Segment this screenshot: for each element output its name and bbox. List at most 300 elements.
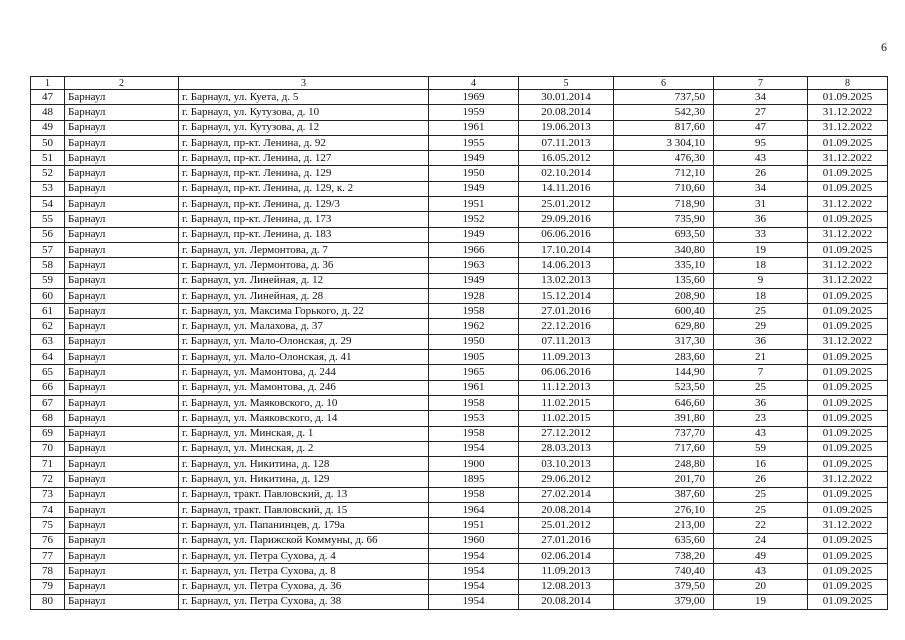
city-cell: Барнаул <box>65 380 179 395</box>
date-cell: 14.06.2013 <box>519 258 614 273</box>
city-cell: Барнаул <box>65 350 179 365</box>
city-cell: Барнаул <box>65 197 179 212</box>
deadline-cell: 01.09.2025 <box>808 487 888 502</box>
table-row <box>31 319 888 334</box>
table-row <box>31 242 888 257</box>
address-cell: г. Барнаул, ул. Мало-Олонская, д. 41 <box>179 350 429 365</box>
table-row <box>31 487 888 502</box>
count-cell: 9 <box>714 273 808 288</box>
year-built-cell: 1969 <box>429 90 519 105</box>
table-row <box>31 441 888 456</box>
row-number-cell: 63 <box>31 334 65 349</box>
area-cell: 600,40 <box>614 304 714 319</box>
row-number-cell: 51 <box>31 151 65 166</box>
count-cell: 36 <box>714 212 808 227</box>
table-row <box>31 457 888 472</box>
count-cell: 31 <box>714 197 808 212</box>
area-cell: 379,00 <box>614 594 714 609</box>
deadline-cell: 31.12.2022 <box>808 472 888 487</box>
city-cell: Барнаул <box>65 518 179 533</box>
area-cell: 248,80 <box>614 457 714 472</box>
date-cell: 12.08.2013 <box>519 579 614 594</box>
table-row <box>31 105 888 120</box>
year-built-cell: 1965 <box>429 365 519 380</box>
city-cell: Барнаул <box>65 288 179 303</box>
deadline-cell: 01.09.2025 <box>808 288 888 303</box>
date-cell: 11.12.2013 <box>519 380 614 395</box>
count-cell: 36 <box>714 334 808 349</box>
row-number-cell: 53 <box>31 181 65 196</box>
city-cell: Барнаул <box>65 181 179 196</box>
deadline-cell: 31.12.2022 <box>808 197 888 212</box>
table-row <box>31 334 888 349</box>
date-cell: 11.02.2015 <box>519 395 614 410</box>
row-number-cell: 67 <box>31 395 65 410</box>
table-row <box>31 288 888 303</box>
area-cell: 201,70 <box>614 472 714 487</box>
table-row <box>31 365 888 380</box>
address-cell: г. Барнаул, ул. Лермонтова, д. 36 <box>179 258 429 273</box>
address-cell: г. Барнаул, пр-кт. Ленина, д. 92 <box>179 135 429 150</box>
table-row <box>31 151 888 166</box>
area-cell: 335,10 <box>614 258 714 273</box>
city-cell: Барнаул <box>65 120 179 135</box>
city-cell: Барнаул <box>65 105 179 120</box>
date-cell: 20.08.2014 <box>519 594 614 609</box>
row-number-cell: 61 <box>31 304 65 319</box>
date-cell: 27.02.2014 <box>519 487 614 502</box>
date-cell: 07.11.2013 <box>519 135 614 150</box>
count-cell: 43 <box>714 151 808 166</box>
deadline-cell: 01.09.2025 <box>808 441 888 456</box>
city-cell: Барнаул <box>65 503 179 518</box>
count-cell: 21 <box>714 350 808 365</box>
row-number-cell: 59 <box>31 273 65 288</box>
deadline-cell: 01.09.2025 <box>808 426 888 441</box>
area-cell: 208,90 <box>614 288 714 303</box>
row-number-cell: 66 <box>31 380 65 395</box>
year-built-cell: 1949 <box>429 273 519 288</box>
deadline-cell: 01.09.2025 <box>808 533 888 548</box>
count-cell: 43 <box>714 426 808 441</box>
housing-registry-table <box>30 76 888 610</box>
area-cell: 317,30 <box>614 334 714 349</box>
address-cell: г. Барнаул, тракт. Павловский, д. 13 <box>179 487 429 502</box>
row-number-cell: 55 <box>31 212 65 227</box>
date-cell: 15.12.2014 <box>519 288 614 303</box>
area-cell: 718,90 <box>614 197 714 212</box>
count-cell: 34 <box>714 90 808 105</box>
table-row <box>31 564 888 579</box>
row-number-cell: 54 <box>31 197 65 212</box>
row-number-cell: 48 <box>31 105 65 120</box>
deadline-cell: 01.09.2025 <box>808 380 888 395</box>
area-cell: 737,50 <box>614 90 714 105</box>
year-built-cell: 1954 <box>429 548 519 563</box>
column-header: 5 <box>519 77 614 90</box>
area-cell: 717,60 <box>614 441 714 456</box>
city-cell: Барнаул <box>65 242 179 257</box>
row-number-cell: 65 <box>31 365 65 380</box>
row-number-cell: 72 <box>31 472 65 487</box>
year-built-cell: 1960 <box>429 533 519 548</box>
date-cell: 27.01.2016 <box>519 533 614 548</box>
count-cell: 7 <box>714 365 808 380</box>
area-cell: 3 304,10 <box>614 135 714 150</box>
area-cell: 542,30 <box>614 105 714 120</box>
city-cell: Барнаул <box>65 487 179 502</box>
table-row <box>31 350 888 365</box>
column-header: 7 <box>714 77 808 90</box>
row-number-cell: 58 <box>31 258 65 273</box>
count-cell: 47 <box>714 120 808 135</box>
count-cell: 33 <box>714 227 808 242</box>
row-number-cell: 69 <box>31 426 65 441</box>
table-row <box>31 411 888 426</box>
area-cell: 712,10 <box>614 166 714 181</box>
deadline-cell: 01.09.2025 <box>808 411 888 426</box>
year-built-cell: 1954 <box>429 594 519 609</box>
date-cell: 02.10.2014 <box>519 166 614 181</box>
deadline-cell: 01.09.2025 <box>808 319 888 334</box>
deadline-cell: 01.09.2025 <box>808 304 888 319</box>
table-row <box>31 212 888 227</box>
year-built-cell: 1949 <box>429 227 519 242</box>
date-cell: 20.08.2014 <box>519 105 614 120</box>
year-built-cell: 1954 <box>429 441 519 456</box>
address-cell: г. Барнаул, ул. Кутузова, д. 10 <box>179 105 429 120</box>
address-cell: г. Барнаул, ул. Маяковского, д. 10 <box>179 395 429 410</box>
table-row <box>31 579 888 594</box>
address-cell: г. Барнаул, ул. Никитина, д. 128 <box>179 457 429 472</box>
date-cell: 29.09.2016 <box>519 212 614 227</box>
count-cell: 36 <box>714 395 808 410</box>
date-cell: 11.09.2013 <box>519 350 614 365</box>
row-number-cell: 49 <box>31 120 65 135</box>
year-built-cell: 1951 <box>429 197 519 212</box>
column-header: 3 <box>179 77 429 90</box>
table-row <box>31 90 888 105</box>
date-cell: 22.12.2016 <box>519 319 614 334</box>
city-cell: Барнаул <box>65 258 179 273</box>
row-number-cell: 50 <box>31 135 65 150</box>
city-cell: Барнаул <box>65 334 179 349</box>
deadline-cell: 31.12.2022 <box>808 120 888 135</box>
city-cell: Барнаул <box>65 304 179 319</box>
address-cell: г. Барнаул, ул. Папанинцев, д. 179а <box>179 518 429 533</box>
deadline-cell: 01.09.2025 <box>808 457 888 472</box>
address-cell: г. Барнаул, ул. Линейная, д. 28 <box>179 288 429 303</box>
year-built-cell: 1905 <box>429 350 519 365</box>
count-cell: 49 <box>714 548 808 563</box>
table-header <box>31 77 888 90</box>
date-cell: 19.06.2013 <box>519 120 614 135</box>
date-cell: 27.01.2016 <box>519 304 614 319</box>
deadline-cell: 01.09.2025 <box>808 166 888 181</box>
deadline-cell: 01.09.2025 <box>808 579 888 594</box>
area-cell: 391,80 <box>614 411 714 426</box>
table-row <box>31 273 888 288</box>
year-built-cell: 1955 <box>429 135 519 150</box>
area-cell: 340,80 <box>614 242 714 257</box>
deadline-cell: 01.09.2025 <box>808 181 888 196</box>
year-built-cell: 1958 <box>429 304 519 319</box>
address-cell: г. Барнаул, ул. Никитина, д. 129 <box>179 472 429 487</box>
city-cell: Барнаул <box>65 564 179 579</box>
address-cell: г. Барнаул, пр-кт. Ленина, д. 173 <box>179 212 429 227</box>
address-cell: г. Барнаул, ул. Минская, д. 1 <box>179 426 429 441</box>
area-cell: 629,80 <box>614 319 714 334</box>
address-cell: г. Барнаул, ул. Максима Горького, д. 22 <box>179 304 429 319</box>
area-cell: 387,60 <box>614 487 714 502</box>
table-row <box>31 533 888 548</box>
count-cell: 26 <box>714 166 808 181</box>
deadline-cell: 31.12.2022 <box>808 227 888 242</box>
area-cell: 135,60 <box>614 273 714 288</box>
year-built-cell: 1959 <box>429 105 519 120</box>
address-cell: г. Барнаул, ул. Мало-Олонская, д. 29 <box>179 334 429 349</box>
city-cell: Барнаул <box>65 273 179 288</box>
area-cell: 144,90 <box>614 365 714 380</box>
deadline-cell: 01.09.2025 <box>808 564 888 579</box>
city-cell: Барнаул <box>65 457 179 472</box>
date-cell: 06.06.2016 <box>519 365 614 380</box>
count-cell: 24 <box>714 533 808 548</box>
year-built-cell: 1900 <box>429 457 519 472</box>
deadline-cell: 01.09.2025 <box>808 395 888 410</box>
table-row <box>31 426 888 441</box>
address-cell: г. Барнаул, ул. Малахова, д. 37 <box>179 319 429 334</box>
city-cell: Барнаул <box>65 395 179 410</box>
address-cell: г. Барнаул, пр-кт. Ленина, д. 129 <box>179 166 429 181</box>
table-body <box>31 90 888 610</box>
date-cell: 13.02.2013 <box>519 273 614 288</box>
city-cell: Барнаул <box>65 441 179 456</box>
date-cell: 25.01.2012 <box>519 518 614 533</box>
deadline-cell: 01.09.2025 <box>808 350 888 365</box>
table-row <box>31 304 888 319</box>
year-built-cell: 1949 <box>429 151 519 166</box>
row-number-cell: 73 <box>31 487 65 502</box>
address-cell: г. Барнаул, ул. Куета, д. 5 <box>179 90 429 105</box>
year-built-cell: 1928 <box>429 288 519 303</box>
table-row <box>31 503 888 518</box>
year-built-cell: 1964 <box>429 503 519 518</box>
deadline-cell: 01.09.2025 <box>808 90 888 105</box>
column-number-row <box>31 77 888 90</box>
column-header: 2 <box>65 77 179 90</box>
area-cell: 213,00 <box>614 518 714 533</box>
row-number-cell: 74 <box>31 503 65 518</box>
address-cell: г. Барнаул, ул. Мамонтова, д. 246 <box>179 380 429 395</box>
deadline-cell: 31.12.2022 <box>808 258 888 273</box>
year-built-cell: 1961 <box>429 380 519 395</box>
year-built-cell: 1958 <box>429 426 519 441</box>
city-cell: Барнаул <box>65 212 179 227</box>
row-number-cell: 56 <box>31 227 65 242</box>
year-built-cell: 1950 <box>429 166 519 181</box>
table-row <box>31 120 888 135</box>
area-cell: 379,50 <box>614 579 714 594</box>
year-built-cell: 1951 <box>429 518 519 533</box>
count-cell: 43 <box>714 564 808 579</box>
row-number-cell: 80 <box>31 594 65 609</box>
row-number-cell: 79 <box>31 579 65 594</box>
area-cell: 283,60 <box>614 350 714 365</box>
year-built-cell: 1963 <box>429 258 519 273</box>
area-cell: 737,70 <box>614 426 714 441</box>
table-row <box>31 548 888 563</box>
year-built-cell: 1958 <box>429 487 519 502</box>
city-cell: Барнаул <box>65 135 179 150</box>
count-cell: 59 <box>714 441 808 456</box>
table-row <box>31 594 888 609</box>
row-number-cell: 64 <box>31 350 65 365</box>
deadline-cell: 01.09.2025 <box>808 212 888 227</box>
date-cell: 27.12.2012 <box>519 426 614 441</box>
deadline-cell: 01.09.2025 <box>808 503 888 518</box>
address-cell: г. Барнаул, ул. Петра Сухова, д. 36 <box>179 579 429 594</box>
city-cell: Барнаул <box>65 594 179 609</box>
address-cell: г. Барнаул, тракт. Павловский, д. 15 <box>179 503 429 518</box>
date-cell: 30.01.2014 <box>519 90 614 105</box>
address-cell: г. Барнаул, ул. Лермонтова, д. 7 <box>179 242 429 257</box>
table-row <box>31 181 888 196</box>
table-row <box>31 197 888 212</box>
city-cell: Барнаул <box>65 319 179 334</box>
city-cell: Барнаул <box>65 365 179 380</box>
row-number-cell: 47 <box>31 90 65 105</box>
row-number-cell: 52 <box>31 166 65 181</box>
address-cell: г. Барнаул, ул. Линейная, д. 12 <box>179 273 429 288</box>
count-cell: 29 <box>714 319 808 334</box>
table-row <box>31 472 888 487</box>
area-cell: 693,50 <box>614 227 714 242</box>
row-number-cell: 71 <box>31 457 65 472</box>
count-cell: 25 <box>714 487 808 502</box>
address-cell: г. Барнаул, ул. Парижской Коммуны, д. 66 <box>179 533 429 548</box>
row-number-cell: 78 <box>31 564 65 579</box>
count-cell: 95 <box>714 135 808 150</box>
count-cell: 19 <box>714 594 808 609</box>
date-cell: 06.06.2016 <box>519 227 614 242</box>
address-cell: г. Барнаул, ул. Минская, д. 2 <box>179 441 429 456</box>
city-cell: Барнаул <box>65 579 179 594</box>
year-built-cell: 1961 <box>429 120 519 135</box>
address-cell: г. Барнаул, пр-кт. Ленина, д. 129/3 <box>179 197 429 212</box>
table-row <box>31 166 888 181</box>
column-header: 1 <box>31 77 65 90</box>
date-cell: 03.10.2013 <box>519 457 614 472</box>
row-number-cell: 70 <box>31 441 65 456</box>
year-built-cell: 1950 <box>429 334 519 349</box>
table-row <box>31 258 888 273</box>
city-cell: Барнаул <box>65 411 179 426</box>
date-cell: 11.09.2013 <box>519 564 614 579</box>
deadline-cell: 31.12.2022 <box>808 151 888 166</box>
date-cell: 02.06.2014 <box>519 548 614 563</box>
date-cell: 16.05.2012 <box>519 151 614 166</box>
count-cell: 19 <box>714 242 808 257</box>
area-cell: 276,10 <box>614 503 714 518</box>
year-built-cell: 1962 <box>429 319 519 334</box>
deadline-cell: 31.12.2022 <box>808 334 888 349</box>
deadline-cell: 01.09.2025 <box>808 242 888 257</box>
row-number-cell: 76 <box>31 533 65 548</box>
count-cell: 18 <box>714 288 808 303</box>
count-cell: 25 <box>714 503 808 518</box>
area-cell: 735,90 <box>614 212 714 227</box>
area-cell: 523,50 <box>614 380 714 395</box>
address-cell: г. Барнаул, ул. Маяковского, д. 14 <box>179 411 429 426</box>
date-cell: 07.11.2013 <box>519 334 614 349</box>
year-built-cell: 1954 <box>429 564 519 579</box>
table-row <box>31 395 888 410</box>
row-number-cell: 68 <box>31 411 65 426</box>
deadline-cell: 01.09.2025 <box>808 135 888 150</box>
row-number-cell: 57 <box>31 242 65 257</box>
row-number-cell: 62 <box>31 319 65 334</box>
year-built-cell: 1953 <box>429 411 519 426</box>
city-cell: Барнаул <box>65 90 179 105</box>
address-cell: г. Барнаул, ул. Петра Сухова, д. 8 <box>179 564 429 579</box>
count-cell: 34 <box>714 181 808 196</box>
row-number-cell: 77 <box>31 548 65 563</box>
city-cell: Барнаул <box>65 166 179 181</box>
date-cell: 17.10.2014 <box>519 242 614 257</box>
date-cell: 20.08.2014 <box>519 503 614 518</box>
address-cell: г. Барнаул, пр-кт. Ленина, д. 183 <box>179 227 429 242</box>
deadline-cell: 01.09.2025 <box>808 365 888 380</box>
count-cell: 18 <box>714 258 808 273</box>
count-cell: 25 <box>714 380 808 395</box>
address-cell: г. Барнаул, ул. Петра Сухова, д. 4 <box>179 548 429 563</box>
date-cell: 28.03.2013 <box>519 441 614 456</box>
address-cell: г. Барнаул, ул. Кутузова, д. 12 <box>179 120 429 135</box>
address-cell: г. Барнаул, ул. Мамонтова, д. 244 <box>179 365 429 380</box>
row-number-cell: 75 <box>31 518 65 533</box>
date-cell: 29.06.2012 <box>519 472 614 487</box>
deadline-cell: 31.12.2022 <box>808 273 888 288</box>
city-cell: Барнаул <box>65 426 179 441</box>
city-cell: Барнаул <box>65 548 179 563</box>
address-cell: г. Барнаул, пр-кт. Ленина, д. 127 <box>179 151 429 166</box>
row-number-cell: 60 <box>31 288 65 303</box>
area-cell: 738,20 <box>614 548 714 563</box>
area-cell: 646,60 <box>614 395 714 410</box>
address-cell: г. Барнаул, пр-кт. Ленина, д. 129, к. 2 <box>179 181 429 196</box>
date-cell: 11.02.2015 <box>519 411 614 426</box>
count-cell: 25 <box>714 304 808 319</box>
table-row <box>31 227 888 242</box>
deadline-cell: 31.12.2022 <box>808 105 888 120</box>
city-cell: Барнаул <box>65 472 179 487</box>
deadline-cell: 01.09.2025 <box>808 548 888 563</box>
count-cell: 22 <box>714 518 808 533</box>
area-cell: 817,60 <box>614 120 714 135</box>
date-cell: 25.01.2012 <box>519 197 614 212</box>
table-row <box>31 135 888 150</box>
column-header: 8 <box>808 77 888 90</box>
deadline-cell: 31.12.2022 <box>808 518 888 533</box>
date-cell: 14.11.2016 <box>519 181 614 196</box>
year-built-cell: 1954 <box>429 579 519 594</box>
page-number: 6 <box>881 40 887 54</box>
column-header: 4 <box>429 77 519 90</box>
year-built-cell: 1895 <box>429 472 519 487</box>
year-built-cell: 1949 <box>429 181 519 196</box>
count-cell: 26 <box>714 472 808 487</box>
